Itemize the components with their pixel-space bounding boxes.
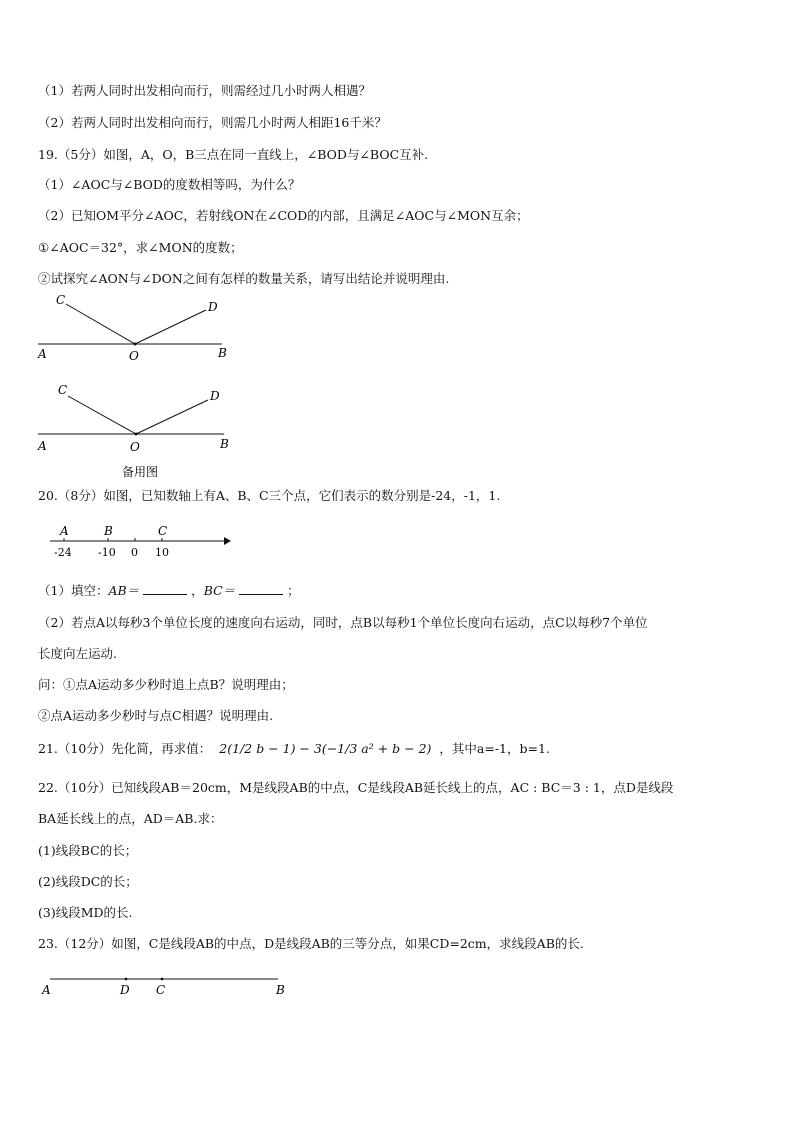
q23-heading: 23.（12分）如图，C是线段AB的中点，D是线段AB的三等分点，如果CD=2cm，求线段AB的长. [38, 936, 584, 951]
q19-spare-caption: 备用图 [122, 465, 159, 479]
q20-ab-label: AB＝ [108, 583, 140, 598]
q19-label-a: A [38, 347, 47, 361]
q20-number-line [44, 520, 244, 562]
q23-label-d: D [120, 983, 130, 997]
q20-tick-neg24: -24 [54, 546, 72, 559]
q19-label-d: D [208, 300, 218, 314]
q20-part2-cont: 长度向左运动. [38, 646, 117, 661]
q19-label-c: C [56, 293, 66, 307]
q22-heading: 22.（10分）已知线段AB＝20cm，M是线段AB的中点，C是线段AB延长线上的点，AC : BC＝3 : 1，点D是线段 [38, 780, 674, 795]
q20-sep: ， [191, 583, 204, 598]
q22-item2: (2)线段DC的长； [38, 874, 138, 889]
q20-ab-blank[interactable] [143, 582, 187, 595]
q20-end: ； [287, 583, 300, 598]
q20-part2: （2）若点A以每秒3个单位长度的速度向右运动，同时，点B以每秒1个单位长度向右运动，点C以每秒7个单位 [38, 615, 648, 630]
q19-part2b: ②试探究∠AON与∠DON之间有怎样的数量关系，请写出结论并说明理由. [38, 271, 450, 286]
q19-heading: 19.（5分）如图，A，O，B三点在同一直线上，∠BOD与∠BOC互补. [38, 147, 429, 162]
q19-part2: （2）已知OM平分∠AOC，若射线ON在∠COD的内部，且满足∠AOC与∠MON互余； [38, 208, 529, 223]
q21-line [38, 740, 550, 758]
q22-item1: (1)线段BC的长； [38, 843, 138, 858]
q20-point-c: C [158, 524, 168, 538]
q23-label-a: A [42, 983, 51, 997]
q21-tail: ，其中a=-1，b=1. [439, 741, 550, 756]
q23-label-c: C [156, 983, 166, 997]
q20-part1-prefix: （1）填空： [38, 583, 109, 598]
q22-cont: BA延长线上的点，AD＝AB.求： [38, 811, 223, 826]
q21-expression: 2(1/2 b − 1) − 3(−1/3 a² + b − 2) [219, 741, 432, 756]
q19-spare-label-o: O [130, 440, 140, 454]
q20-bc-label: BC＝ [203, 583, 236, 598]
q19-part1: （1）∠AOC与∠BOD的度数相等吗，为什么？ [38, 177, 301, 192]
q18-part2: （2）若两人同时出发相向而行，则需几小时两人相距16千米？ [38, 115, 387, 130]
q19-spare-label-b: B [220, 437, 229, 451]
q20-point-a: A [60, 524, 69, 538]
q23-segment-figure [38, 968, 298, 1002]
q20-tick-0: 0 [131, 546, 138, 559]
q19-label-o: O [129, 349, 139, 363]
q22-item3: (3)线段MD的长. [38, 905, 133, 920]
q19-spare-label-d: D [210, 389, 220, 403]
q20-ask1: 问：①点A运动多少秒时追上点B？说明理由； [38, 677, 294, 692]
q20-ask2: ②点A运动多少秒时与点C相遇？说明理由. [38, 708, 274, 723]
q20-point-b: B [104, 524, 113, 538]
q19-figure-main [30, 290, 240, 365]
q18-part1: （1）若两人同时出发相向而行，则需经过几小时两人相遇？ [38, 83, 371, 98]
q20-heading: 20.（8分）如图，已知数轴上有A、B、C三个点，它们表示的数分别是-24，-1，1. [38, 488, 501, 503]
q23-label-b: B [276, 983, 285, 997]
q20-tick-10: 10 [155, 546, 169, 559]
q19-part2a: ①∠AOC＝32°，求∠MON的度数； [38, 240, 243, 255]
q19-label-b: B [218, 346, 227, 360]
q20-bc-blank[interactable] [239, 582, 283, 595]
q21-heading: 21.（10分）先化简，再求值： [38, 741, 212, 756]
q19-figure-spare [30, 378, 240, 483]
q19-spare-label-c: C [58, 383, 68, 397]
q20-part1 [38, 582, 300, 600]
q20-tick-neg10: -10 [98, 546, 116, 559]
q19-spare-label-a: A [38, 439, 47, 453]
